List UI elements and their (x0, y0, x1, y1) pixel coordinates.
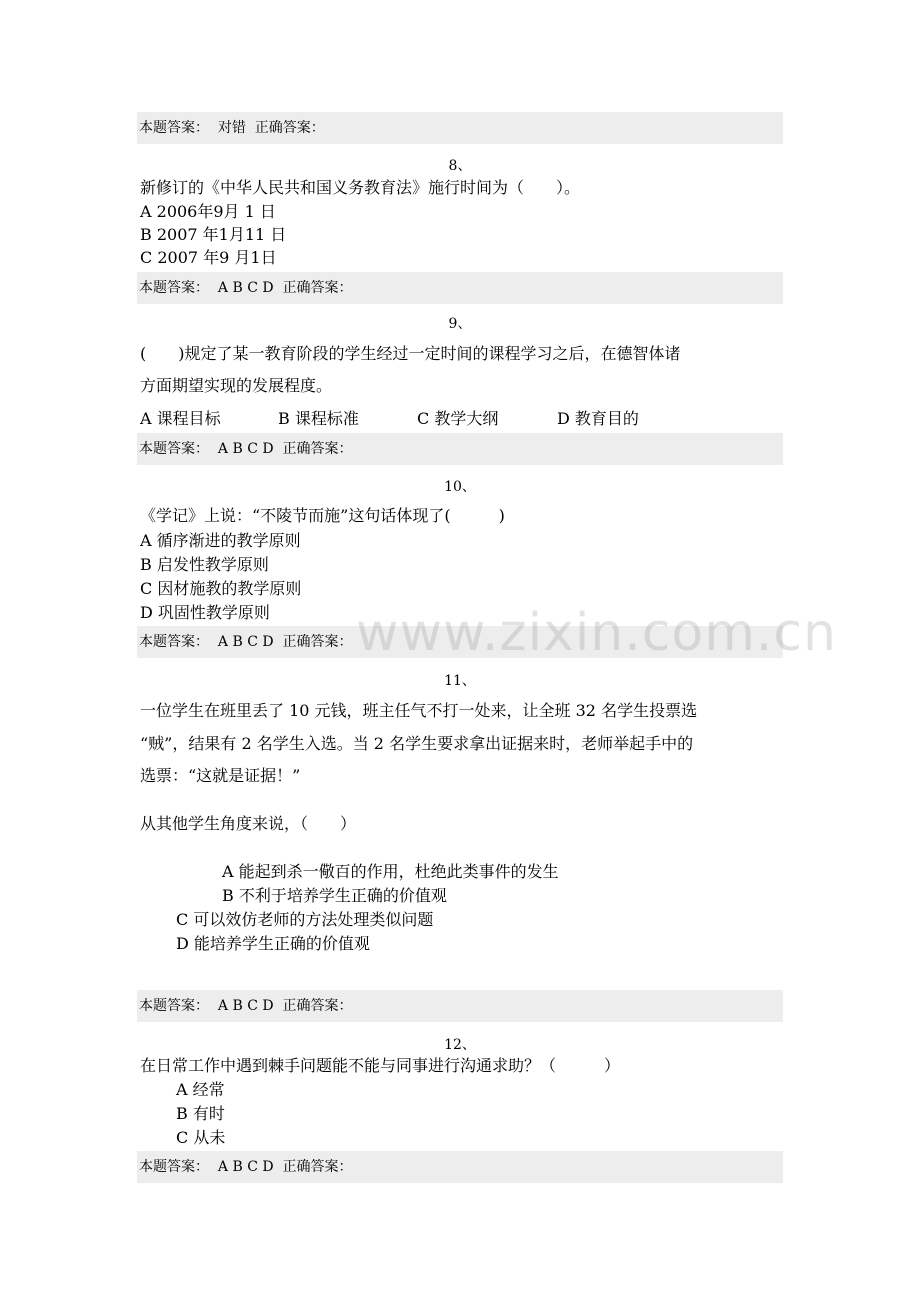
option-b: B 启发性教学原则 (140, 555, 269, 574)
answer-bar: 本题答案： A B C D 正确答案： (137, 626, 783, 658)
option-b: B 2007 年1月11 日 (140, 225, 287, 244)
option-d: D 教育目的 (557, 409, 639, 428)
option-b: B 有时 (176, 1104, 225, 1123)
answer-bar: 本题答案： A B C D 正确答案： (137, 990, 783, 1022)
question-number: 8、 (448, 158, 472, 174)
question-stem: 新修订的《中华人民共和国义务教育法》施行时间为（ ）。 (140, 178, 581, 197)
question-number: 10、 (444, 479, 476, 495)
question-stem: 一位学生在班里丢了 10 元钱，班主任气不打一处来，让全班 32 名学生投票选 (140, 701, 698, 720)
question-stem: 方面期望实现的发展程度。 (140, 376, 333, 395)
question-stem: 《学记》上说：“不陵节而施”这句话体现了( ) (140, 506, 505, 525)
option-a: A 课程目标 (140, 409, 221, 428)
option-d: D 巩固性教学原则 (140, 603, 270, 622)
option-b: B 不利于培养学生正确的价值观 (222, 886, 447, 905)
option-c: C 2007 年9 月1日 (140, 248, 277, 267)
option-a: A 能起到杀一儆百的作用，杜绝此类事件的发生 (222, 862, 559, 881)
question-stem: 从其他学生角度来说，（ ） (140, 814, 357, 833)
option-c: C 教学大纲 (417, 409, 499, 428)
option-d: D 能培养学生正确的价值观 (176, 934, 370, 953)
question-number: 9、 (448, 316, 472, 332)
option-a: A 经常 (176, 1080, 225, 1099)
question-stem: 在日常工作中遇到棘手问题能不能与同事进行沟通求助？（ ） (140, 1056, 621, 1075)
option-c: C 因材施教的教学原则 (140, 579, 302, 598)
answer-bar: 本题答案： 对错 正确答案： (137, 112, 783, 144)
answer-bar: 本题答案： A B C D 正确答案： (137, 1151, 783, 1183)
option-a: A 循序渐进的教学原则 (140, 531, 301, 550)
question-stem: ( )规定了某一教育阶段的学生经过一定时间的课程学习之后，在德智体诸 (140, 344, 681, 363)
option-c: C 从未 (176, 1128, 226, 1147)
answer-bar: 本题答案： A B C D 正确答案： (137, 433, 783, 465)
watermark: www.zixin.com.cn (356, 603, 837, 663)
option-a: A 2006年9月 1 日 (140, 202, 276, 221)
question-stem: “贼”，结果有 2 名学生入选。当 2 名学生要求拿出证据来时，老师举起手中的 (140, 734, 694, 753)
answer-bar: 本题答案： A B C D 正确答案： (137, 272, 783, 304)
options-row (140, 408, 639, 430)
question-number: 11、 (444, 673, 476, 689)
option-b: B 课程标准 (278, 409, 359, 428)
question-stem: 选票：“这就是证据！” (140, 766, 301, 785)
question-number: 12、 (444, 1037, 476, 1053)
option-c: C 可以效仿老师的方法处理类似问题 (176, 910, 434, 929)
